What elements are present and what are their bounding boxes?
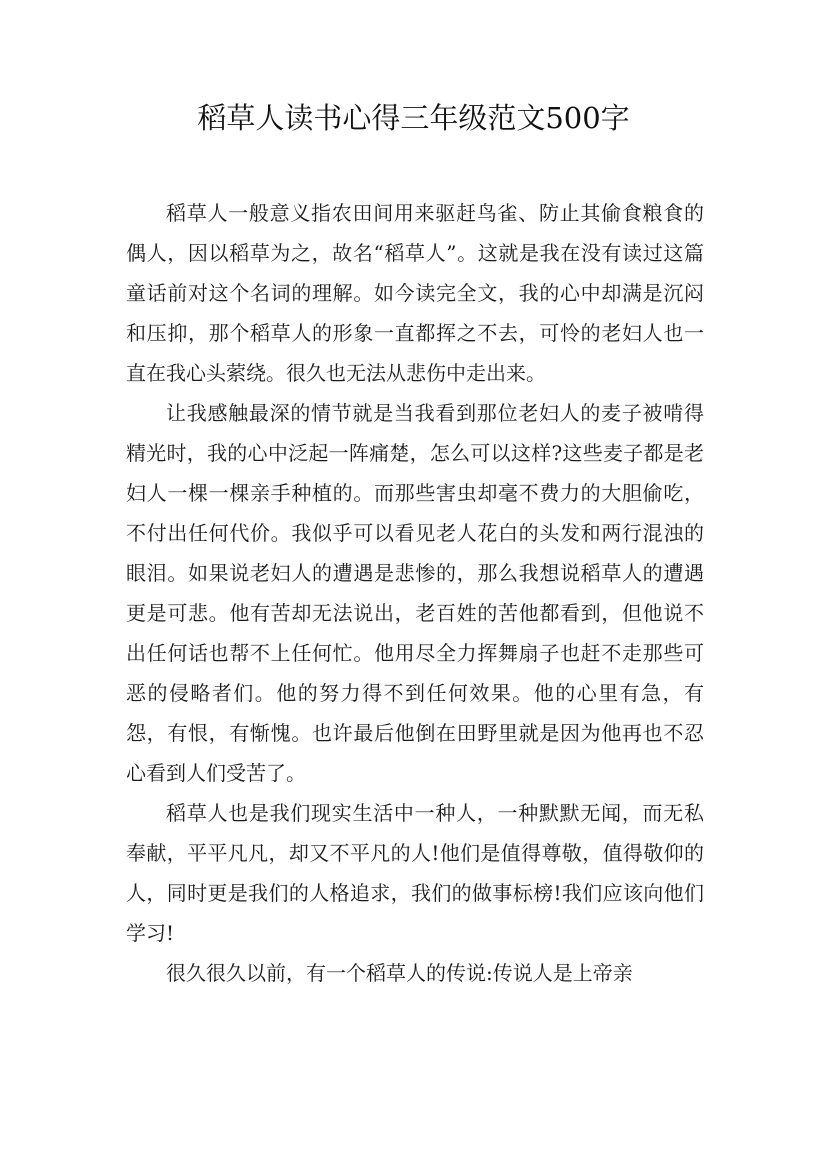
paragraph: 让我感触最深的情节就是当我看到那位老妇人的麦子被啃得精光时，我的心中泛起一阵痛楚，怎么可以这样?这些麦子都是老妇人一棵一棵亲手种植的。而那些害虫却毫不费力的大胆偷吃，不付出任何代价。我似乎可以看见老人花白的头发和两行混浊的眼泪。如果说老妇人的遭遇是悲惨的，那么我想说稻草人的遭遇更是可悲。他有苦却无法说出，老百姓的苦他都看到，但他说不出任何话也帮不上任何忙。他用尽全力挥舞扇子也赶不走那些可恶的侵略者们。他的努力得不到任何效果。他的心里有急，有怨，有恨，有惭愧。也许最后他倒在田野里就是因为他再也不忍心看到人们受苦了。 [126, 401, 704, 785]
paragraph: 稻草人一般意义指农田间用来驱赶鸟雀、防止其偷食粮食的偶人，因以稻草为之，故名“稻草人”。这就是我在没有读过这篇童话前对这个名词的理解。如今读完全文，我的心中却满是沉闷和压抑，那个稻草人的形象一直都挥之不去，可怜的老妇人也一直在我心头萦绕。很久也无法从悲伤中走出来。 [126, 201, 704, 385]
paragraph: 很久很久以前，有一个稻草人的传说:传说人是上帝亲 [166, 961, 633, 985]
document-body [126, 193, 704, 993]
document-title: 稻草人读书心得三年级范文500字 [197, 101, 630, 135]
paragraph: 稻草人也是我们现实生活中一种人，一种默默无闻，而无私奉献，平平凡凡，却又不平凡的人!他们是值得尊敬，值得敬仰的人，同时更是我们的人格追求，我们的做事标榜!我们应该向他们学习! [126, 801, 704, 945]
